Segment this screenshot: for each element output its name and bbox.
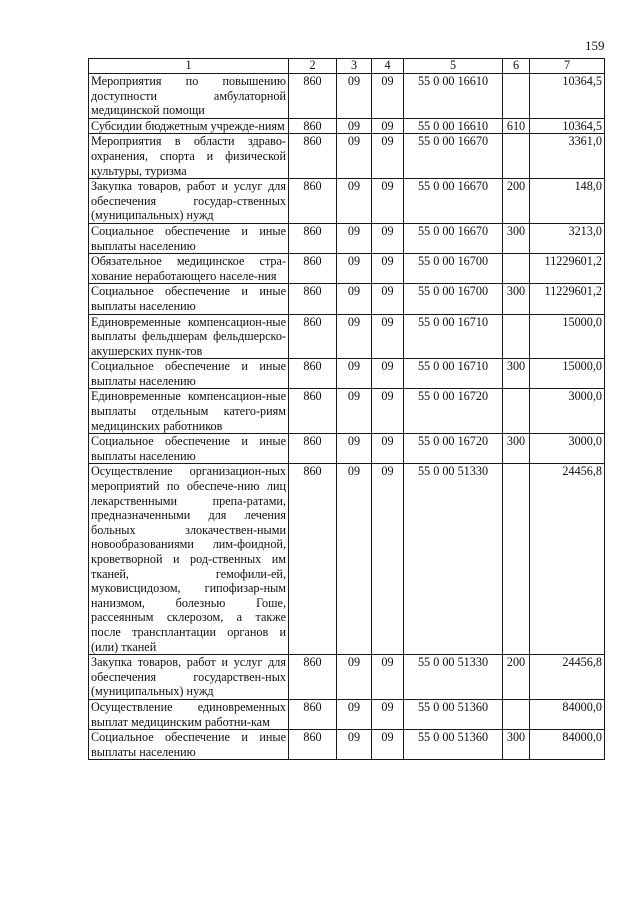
expense-type-cell: 300 [503,359,530,389]
column-header: 7 [530,59,605,74]
amount-cell: 148,0 [530,179,605,224]
row-name-cell: Закупка товаров, работ и услуг для обеспечения государ-ственных (муниципальных) нужд [89,179,289,224]
subsection-cell: 09 [372,699,404,729]
table-row [89,699,605,729]
table-header-row [89,59,605,74]
expense-type-cell [503,74,530,119]
subsection-cell: 09 [372,655,404,700]
row-name-cell: Социальное обеспечение и иные выплаты населению [89,434,289,464]
table-row [89,434,605,464]
row-name-cell: Социальное обеспечение и иные выплаты населению [89,284,289,314]
subsection-cell: 09 [372,134,404,179]
expense-type-cell [503,699,530,729]
grbs-cell: 860 [289,359,337,389]
section-cell: 09 [337,699,372,729]
section-cell: 09 [337,179,372,224]
table-row [89,655,605,700]
subsection-cell: 09 [372,389,404,434]
expense-type-cell: 610 [503,118,530,134]
expense-type-cell: 300 [503,223,530,253]
row-name-cell: Субсидии бюджетным учрежде-ниям [89,118,289,134]
table-body [89,74,605,760]
amount-cell: 11229601,2 [530,254,605,284]
amount-cell: 24456,8 [530,464,605,655]
subsection-cell: 09 [372,730,404,760]
expense-type-cell: 200 [503,179,530,224]
grbs-cell: 860 [289,118,337,134]
expense-type-cell [503,134,530,179]
grbs-cell: 860 [289,730,337,760]
section-cell: 09 [337,434,372,464]
amount-cell: 10364,5 [530,118,605,134]
subsection-cell: 09 [372,464,404,655]
amount-cell: 10364,5 [530,74,605,119]
table-row [89,118,605,134]
grbs-cell: 860 [289,655,337,700]
section-cell: 09 [337,389,372,434]
target-article-cell: 55 0 00 16670 [404,223,503,253]
table-row [89,730,605,760]
section-cell: 09 [337,464,372,655]
subsection-cell: 09 [372,179,404,224]
column-header: 3 [337,59,372,74]
section-cell: 09 [337,118,372,134]
target-article-cell: 55 0 00 16700 [404,284,503,314]
target-article-cell: 55 0 00 16700 [404,254,503,284]
grbs-cell: 860 [289,389,337,434]
section-cell: 09 [337,223,372,253]
table-row [89,74,605,119]
amount-cell: 84000,0 [530,699,605,729]
subsection-cell: 09 [372,74,404,119]
table-row [89,464,605,655]
column-header: 6 [503,59,530,74]
budget-table [88,58,605,760]
row-name-cell: Мероприятия в области здраво-охранения, спорта и физической культуры, туризма [89,134,289,179]
table-row [89,359,605,389]
target-article-cell: 55 0 00 16710 [404,314,503,359]
row-name-cell: Социальное обеспечение и иные выплаты населению [89,359,289,389]
table-row [89,134,605,179]
column-header: 5 [404,59,503,74]
grbs-cell: 860 [289,254,337,284]
target-article-cell: 55 0 00 51360 [404,699,503,729]
grbs-cell: 860 [289,134,337,179]
section-cell: 09 [337,730,372,760]
amount-cell: 15000,0 [530,359,605,389]
grbs-cell: 860 [289,434,337,464]
amount-cell: 24456,8 [530,655,605,700]
subsection-cell: 09 [372,284,404,314]
table-row [89,284,605,314]
section-cell: 09 [337,284,372,314]
grbs-cell: 860 [289,74,337,119]
section-cell: 09 [337,134,372,179]
grbs-cell: 860 [289,223,337,253]
row-name-cell: Социальное обеспечение и иные выплаты населению [89,223,289,253]
column-header: 1 [89,59,289,74]
grbs-cell: 860 [289,284,337,314]
grbs-cell: 860 [289,314,337,359]
target-article-cell: 55 0 00 16720 [404,389,503,434]
subsection-cell: 09 [372,314,404,359]
grbs-cell: 860 [289,464,337,655]
section-cell: 09 [337,655,372,700]
target-article-cell: 55 0 00 16670 [404,134,503,179]
expense-type-cell: 200 [503,655,530,700]
row-name-cell: Социальное обеспечение и иные выплаты населению [89,730,289,760]
row-name-cell: Осуществление организацион-ных мероприятий по обеспече-нию лиц лекарственными препа-ратами, предназначенными для лечения больных злокачествен-ными новообразованиями лим-фоидной, кроветворной и род-ственных им тканей, гемофили-ей, муковисцидозом, гипофизар-ным нанизмом, болезнью Гоше, рассеянным склерозом, а также после трансплантации органов и (или) тканей [89,464,289,655]
column-header: 4 [372,59,404,74]
subsection-cell: 09 [372,223,404,253]
target-article-cell: 55 0 00 51330 [404,655,503,700]
subsection-cell: 09 [372,118,404,134]
target-article-cell: 55 0 00 16670 [404,179,503,224]
target-article-cell: 55 0 00 51330 [404,464,503,655]
amount-cell: 3000,0 [530,389,605,434]
table-row [89,223,605,253]
expense-type-cell: 300 [503,730,530,760]
amount-cell: 3213,0 [530,223,605,253]
target-article-cell: 55 0 00 16710 [404,359,503,389]
expense-type-cell [503,254,530,284]
subsection-cell: 09 [372,359,404,389]
row-name-cell: Осуществление единовременных выплат медицинским работни-кам [89,699,289,729]
table-row [89,314,605,359]
grbs-cell: 860 [289,699,337,729]
grbs-cell: 860 [289,179,337,224]
row-name-cell: Мероприятия по повышению доступности амбулаторной медицинской помощи [89,74,289,119]
expense-type-cell [503,464,530,655]
table-row [89,254,605,284]
row-name-cell: Единовременные компенсацион-ные выплаты фельдшерам фельдшерско-акушерских пунк-тов [89,314,289,359]
expense-type-cell [503,389,530,434]
section-cell: 09 [337,314,372,359]
amount-cell: 11229601,2 [530,284,605,314]
section-cell: 09 [337,74,372,119]
section-cell: 09 [337,254,372,284]
row-name-cell: Единовременные компенсацион-ные выплаты отдельным катего-риям медицинских работников [89,389,289,434]
expense-type-cell: 300 [503,434,530,464]
amount-cell: 15000,0 [530,314,605,359]
page-number: 159 [585,38,605,53]
expense-type-cell [503,314,530,359]
column-header: 2 [289,59,337,74]
row-name-cell: Обязательное медицинское стра-хование неработающего населе-ния [89,254,289,284]
target-article-cell: 55 0 00 16720 [404,434,503,464]
amount-cell: 3361,0 [530,134,605,179]
row-name-cell: Закупка товаров, работ и услуг для обеспечения государствен-ных (муниципальных) нужд [89,655,289,700]
expense-type-cell: 300 [503,284,530,314]
subsection-cell: 09 [372,434,404,464]
amount-cell: 84000,0 [530,730,605,760]
subsection-cell: 09 [372,254,404,284]
target-article-cell: 55 0 00 51360 [404,730,503,760]
target-article-cell: 55 0 00 16610 [404,74,503,119]
table-row [89,389,605,434]
target-article-cell: 55 0 00 16610 [404,118,503,134]
table-row [89,179,605,224]
section-cell: 09 [337,359,372,389]
amount-cell: 3000,0 [530,434,605,464]
